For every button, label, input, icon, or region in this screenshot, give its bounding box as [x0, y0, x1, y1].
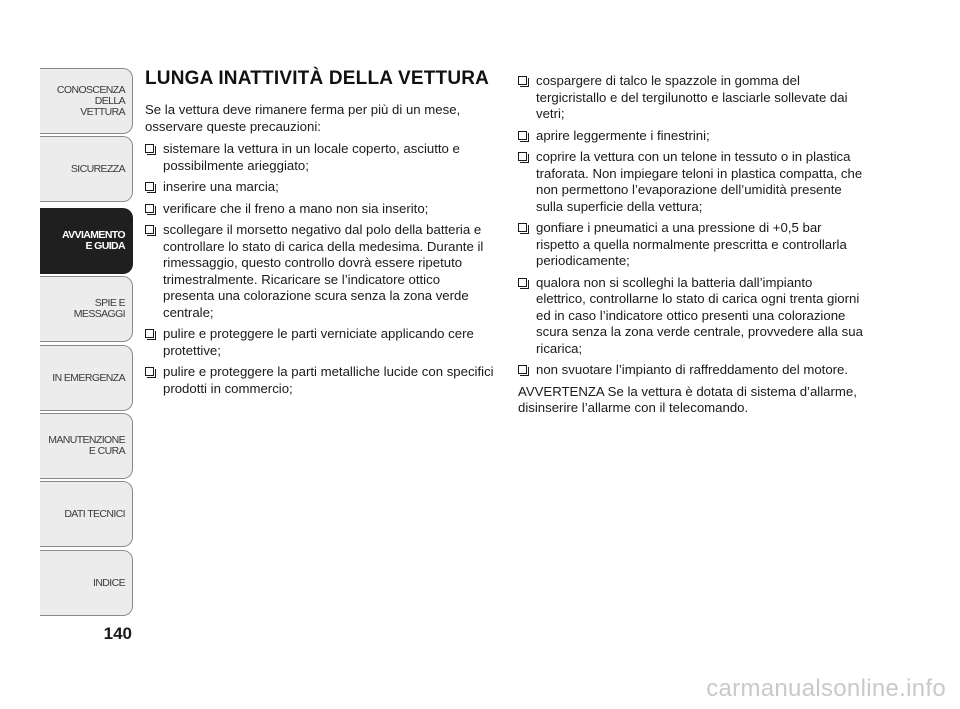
list-item-text: cospargere di talco le spazzole in gomma del tergicristallo e del tergilunotto e lasciarle sollevate dai vetri;: [536, 73, 848, 121]
list-item: [518, 275, 863, 358]
list-item: [145, 201, 495, 218]
list-item: [145, 179, 495, 196]
checkbox-bullet-icon: [145, 329, 154, 338]
list-item-text: coprire la vettura con un telone in tessuto o in plastica traforata. Non impiegare teloni in plastica compatta, che non permettono l’evaporazione dell’umidità presente sulla superficie della vettura;: [536, 149, 863, 214]
list-item-text: sistemare la vettura in un locale coperto, asciutto e possibilmente arieggiato;: [163, 141, 460, 173]
checkbox-bullet-icon: [518, 152, 527, 161]
checkbox-bullet-icon: [145, 182, 154, 191]
warning-paragraph: AVVERTENZA Se la vettura è dotata di sistema d’allarme, disinserire l’allarme con il telecomando.: [518, 383, 857, 415]
list-item-text: scollegare il morsetto negativo dal polo della batteria e controllare lo stato di carica della medesima. Durante il rimessaggio, questo controllo dovrà essere ripetuto trimestralmente. Ricaricare se l’indicatore ottico presenta una colorazione scura senza la zona verde centrale;: [163, 222, 484, 320]
checkbox-bullet-icon: [145, 204, 154, 213]
section-title: LUNGA INATTIVITÀ DELLA VETTURA: [145, 68, 490, 89]
right-column: [518, 73, 863, 423]
tab-dati-tecnici[interactable]: DATI TECNICI: [40, 481, 133, 547]
list-item: [145, 326, 495, 359]
checkbox-bullet-icon: [145, 144, 154, 153]
list-item: [145, 141, 495, 174]
list-item-text: non svuotare l’impianto di raffreddamento del motore.: [536, 362, 849, 377]
list-item-text: inserire una marcia;: [163, 179, 279, 194]
left-column: [145, 68, 495, 402]
tab-in-emergenza[interactable]: IN EMERGENZA: [40, 345, 133, 411]
list-item-text: verificare che il freno a mano non sia inserito;: [163, 200, 429, 216]
tab-sicurezza[interactable]: SICUREZZA: [40, 136, 133, 202]
checkbox-bullet-icon: [518, 76, 527, 85]
list-item: [145, 222, 495, 321]
watermark: carmanualsonline.info: [706, 675, 946, 702]
list-item-text: gonfiare i pneumatici a una pressione di +0,5 bar rispetto a quella normalmente prescritta e controllarla periodicamente;: [536, 220, 847, 268]
tab-indice[interactable]: INDICE: [40, 550, 133, 616]
list-item: [518, 128, 863, 145]
page-number: 140: [103, 624, 132, 643]
checkbox-bullet-icon: [518, 365, 527, 374]
tab-avviamento-e-guida[interactable]: AVVIAMENTO E GUIDA: [40, 208, 133, 274]
checkbox-bullet-icon: [518, 223, 527, 232]
checkbox-bullet-icon: [518, 278, 527, 287]
checkbox-bullet-icon: [145, 225, 154, 234]
checkbox-bullet-icon: [518, 131, 527, 140]
list-item-text: aprire leggermente i finestrini;: [536, 127, 710, 143]
list-item-text: pulire e proteggere le parti verniciate applicando cere protettive;: [163, 326, 474, 358]
list-item-text: qualora non si scolleghi la batteria dall’impianto elettrico, controllarne lo stato di carica ogni trenta giorni ed in caso l’indicatore ottico presenti una colorazione scura senza la zona verde centrale, provvedere alla sua ricarica;: [536, 274, 863, 356]
list-item: [145, 364, 495, 397]
list-item: [518, 362, 863, 379]
tab-conoscenza-della-vettura[interactable]: CONOSCENZA DELLA VETTURA: [40, 68, 133, 134]
list-item: [518, 149, 863, 215]
checkbox-bullet-icon: [145, 367, 154, 376]
tab-manutenzione-e-cura[interactable]: MANUTENZIONE E CURA: [40, 413, 133, 479]
list-item-text: pulire e proteggere la parti metalliche lucide con specifici prodotti in commercio;: [163, 364, 494, 396]
list-item: [518, 73, 863, 123]
tab-spie-e-messaggi[interactable]: SPIE E MESSAGGI: [40, 276, 133, 342]
intro-paragraph: Se la vettura deve rimanere ferma per più di un mese, osservare queste precauzioni:: [145, 102, 461, 134]
list-item: [518, 220, 863, 270]
